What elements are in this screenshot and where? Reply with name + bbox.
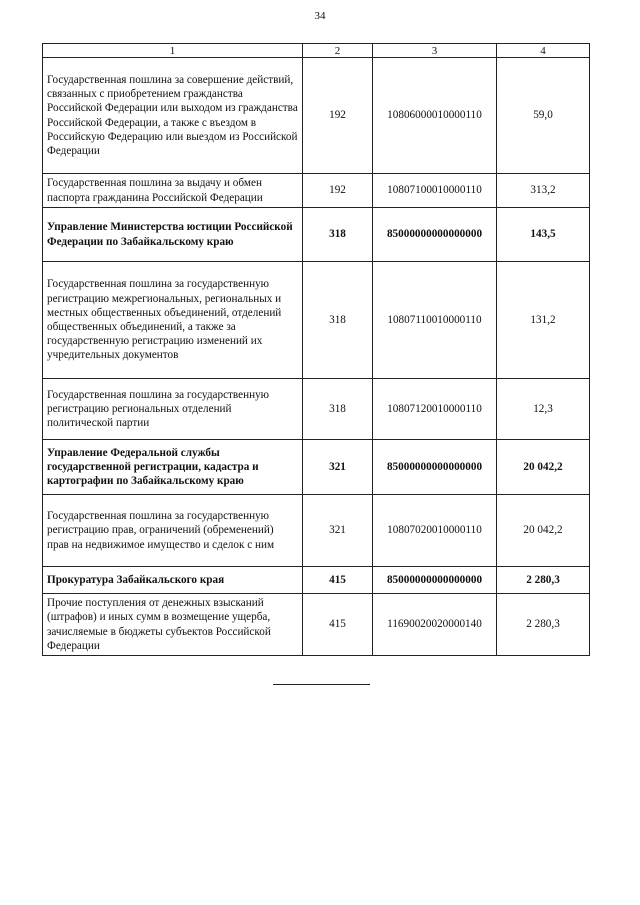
budget-classification-code: 10807120010000110 <box>373 379 497 440</box>
budget-classification-code: 85000000000000000 <box>373 567 497 594</box>
admin-code: 321 <box>303 440 373 495</box>
budget-classification-code: 10806000010000110 <box>373 58 497 174</box>
table-row <box>43 495 590 567</box>
amount: 131,2 <box>497 262 590 379</box>
end-of-table-rule <box>273 684 370 685</box>
budget-classification-code: 11690020020000140 <box>373 594 497 656</box>
amount: 2 280,3 <box>497 594 590 656</box>
revenue-name: Государственная пошлина за выдачу и обмен паспорта гражданина Российской Федерации <box>43 174 303 208</box>
table-row-agency <box>43 440 590 495</box>
table-row <box>43 174 590 208</box>
agency-name: Управление Федеральной службы государственной регистрации, кадастра и картографии по Забайкальскому краю <box>43 440 303 495</box>
amount: 143,5 <box>497 208 590 262</box>
agency-name: Прокуратура Забайкальского края <box>43 567 303 594</box>
admin-code: 415 <box>303 567 373 594</box>
table-row <box>43 379 590 440</box>
column-header-1: 1 <box>43 44 303 58</box>
agency-name: Управление Министерства юстиции Российской Федерации по Забайкальскому краю <box>43 208 303 262</box>
revenue-name: Государственная пошлина за совершение действий, связанных с приобретением гражданства Российской Федерации или выходом из гражданства Российской Федерации, а также с въездом в Российскую Федерацию или выездом из Российской Федерации <box>43 58 303 174</box>
amount: 313,2 <box>497 174 590 208</box>
admin-code: 415 <box>303 594 373 656</box>
admin-code: 318 <box>303 262 373 379</box>
table-row <box>43 594 590 656</box>
budget-classification-code: 85000000000000000 <box>373 208 497 262</box>
amount: 12,3 <box>497 379 590 440</box>
admin-code: 321 <box>303 495 373 567</box>
revenue-name: Прочие поступления от денежных взысканий (штрафов) и иных сумм в возмещение ущерба, зачисляемые в бюджеты субъектов Российской Федерации <box>43 594 303 656</box>
amount: 20 042,2 <box>497 440 590 495</box>
budget-classification-code: 10807110010000110 <box>373 262 497 379</box>
page-number: 34 <box>314 10 326 22</box>
budget-classification-code: 85000000000000000 <box>373 440 497 495</box>
amount: 2 280,3 <box>497 567 590 594</box>
column-header-3: 3 <box>373 44 497 58</box>
revenue-name: Государственная пошлина за государственную регистрацию прав, ограничений (обременений) прав на недвижимое имущество и сделок с ним <box>43 495 303 567</box>
table-row <box>43 262 590 379</box>
column-header-4: 4 <box>497 44 590 58</box>
table-row <box>43 58 590 174</box>
admin-code: 318 <box>303 208 373 262</box>
admin-code: 318 <box>303 379 373 440</box>
amount: 20 042,2 <box>497 495 590 567</box>
amount: 59,0 <box>497 58 590 174</box>
table-header-row <box>43 44 590 58</box>
admin-code: 192 <box>303 174 373 208</box>
revenue-table <box>42 43 590 656</box>
revenue-name: Государственная пошлина за государственную регистрацию региональных отделений политической партии <box>43 379 303 440</box>
admin-code: 192 <box>303 58 373 174</box>
table-row-agency <box>43 208 590 262</box>
table-row-agency <box>43 567 590 594</box>
column-header-2: 2 <box>303 44 373 58</box>
revenue-name: Государственная пошлина за государственную регистрацию межрегиональных, региональных и местных общественных объединений, отделений общественных объединений, а также за государственную регистрацию изменений их учредительных документов <box>43 262 303 379</box>
budget-classification-code: 10807100010000110 <box>373 174 497 208</box>
budget-classification-code: 10807020010000110 <box>373 495 497 567</box>
